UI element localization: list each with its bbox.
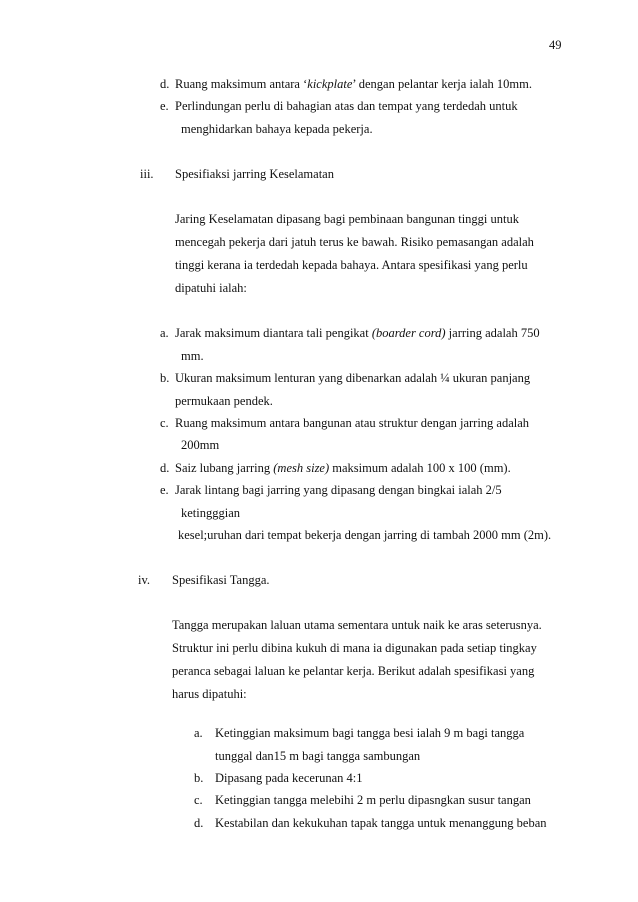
section-numeral: iv. [138, 573, 151, 587]
paragraph-line: harus dipatuhi: [172, 687, 247, 701]
list-item-text: ketingggian [181, 506, 241, 520]
list-marker: a. [194, 726, 203, 740]
list-item-text: tunggal dan15 m bagi tangga sambungan [215, 749, 421, 763]
paragraph-line: dipatuhi ialah: [175, 281, 247, 295]
page-number: 49 [549, 38, 562, 52]
list-item-text: Ukuran maksimum lenturan yang dibenarkan adalah ¼ ukuran panjang [175, 371, 531, 385]
list-item-text: mm. [181, 349, 204, 363]
list-item-text: Jarak lintang bagi jarring yang dipasang dengan bingkai ialah 2/5 [175, 483, 502, 497]
list-marker: e. [160, 483, 169, 497]
paragraph-line: peranca sebagai laluan ke pelantar kerja. Berikut adalah spesifikasi yang [172, 664, 535, 678]
paragraph-line: Jaring Keselamatan dipasang bagi pembinaan bangunan tinggi untuk [175, 212, 520, 226]
section-heading: Spesifikasi Tangga. [172, 573, 270, 587]
list-marker: c. [194, 793, 203, 807]
list-item-text: permukaan pendek. [175, 394, 273, 408]
list-item-text: Ruang maksimum antara ‘kickplate’ dengan pelantar kerja ialah 10mm. [175, 77, 532, 91]
list-item-text: 200mm [181, 438, 220, 452]
list-marker: c. [160, 416, 169, 430]
paragraph-line: Struktur ini perlu dibina kukuh di mana ia digunakan pada setiap tingkay [172, 641, 537, 655]
list-item-text: Ketinggian tangga melebihi 2 m perlu dipasngkan susur tangan [215, 793, 531, 807]
list-item-text: Saiz lubang jarring (mesh size) maksimum adalah 100 x 100 (mm). [175, 461, 511, 475]
paragraph-line: Tangga merupakan laluan utama sementara untuk naik ke aras seterusnya. [172, 618, 542, 632]
list-marker: b. [194, 771, 204, 785]
list-marker: b. [160, 371, 170, 385]
list-item-text: Ketinggian maksimum bagi tangga besi ialah 9 m bagi tangga [215, 726, 525, 740]
list-marker: d. [194, 816, 204, 830]
section-heading: Spesifiaksi jarring Keselamatan [175, 167, 334, 181]
list-item-text: kesel;uruhan dari tempat bekerja dengan jarring di tambah 2000 mm (2m). [178, 528, 552, 542]
section-numeral: iii. [140, 167, 154, 181]
list-item-text: Dipasang pada kecerunan 4:1 [215, 771, 363, 785]
list-marker: d. [160, 461, 170, 475]
paragraph-line: tinggi kerana ia terdedah kepada bahaya. Antara spesifikasi yang perlu [175, 258, 528, 272]
list-marker: e. [160, 99, 169, 113]
list-marker: a. [160, 326, 169, 340]
list-item-text: Ruang maksimum antara bangunan atau struktur dengan jarring adalah [175, 416, 530, 430]
paragraph-line: mencegah pekerja dari jatuh terus ke bawah. Risiko pemasangan adalah [175, 235, 534, 249]
list-item-text: Kestabilan dan kekukuhan tapak tangga untuk menanggung beban [215, 816, 547, 830]
list-marker: d. [160, 77, 170, 91]
list-item-text: menghidarkan bahaya kepada pekerja. [181, 122, 373, 136]
list-item-text: Perlindungan perlu di bahagian atas dan tempat yang terdedah untuk [175, 99, 518, 113]
list-item-text: Jarak maksimum diantara tali pengikat (boarder cord) jarring adalah 750 [175, 326, 540, 340]
